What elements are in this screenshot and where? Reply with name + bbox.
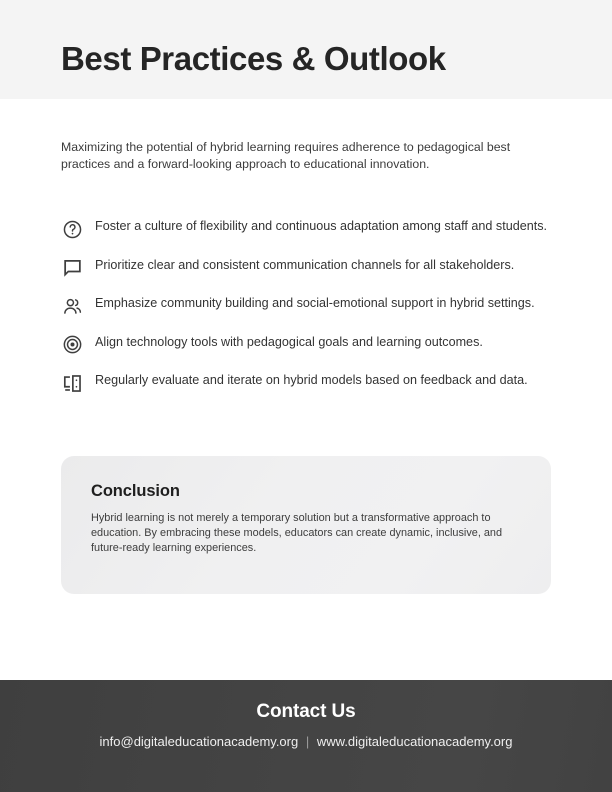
- list-item: [61, 333, 551, 356]
- chat-bubble-icon: [61, 257, 83, 279]
- list-item: [61, 371, 551, 394]
- conclusion-card: [61, 456, 551, 594]
- page-header: [0, 0, 612, 99]
- footer-title: Contact Us: [256, 701, 356, 722]
- target-icon: [61, 334, 83, 356]
- footer-website[interactable]: www.digitaleducationacademy.org: [316, 734, 513, 749]
- list-item-text: Align technology tools with pedagogical goals and learning outcomes.: [95, 334, 483, 349]
- footer-contact-line: [0, 723, 612, 751]
- list-item: [61, 217, 551, 240]
- footer-separator: |: [305, 734, 310, 749]
- devices-icon: [61, 372, 83, 394]
- conclusion-body: Hybrid learning is not merely a temporary solution but a transformative approach to education. By embracing these models, educators can create dynamic, inclusive, and future-ready learning experiences.: [91, 512, 503, 554]
- list-item-text: Foster a culture of flexibility and continuous adaptation among staff and students.: [95, 219, 548, 233]
- footer-email[interactable]: info@digitaleducationacademy.org: [99, 734, 299, 749]
- conclusion-title: Conclusion: [91, 482, 180, 500]
- people-group-icon: [61, 295, 83, 317]
- list-item-text: Emphasize community building and social-emotional support in hybrid settings.: [95, 296, 535, 310]
- list-item: [61, 294, 551, 317]
- list-item-text: Regularly evaluate and iterate on hybrid models based on feedback and data.: [95, 373, 528, 387]
- intro-paragraph: Maximizing the potential of hybrid learning requires adherence to pedagogical best practices and a forward-looking approach to educational innovation.: [61, 140, 511, 171]
- page-title: Best Practices & Outlook: [61, 40, 446, 77]
- page-footer: [0, 680, 612, 792]
- help-circle-icon: [61, 218, 83, 240]
- list-item: [61, 256, 551, 279]
- best-practices-list: [61, 217, 551, 410]
- list-item-text: Prioritize clear and consistent communication channels for all stakeholders.: [95, 257, 515, 272]
